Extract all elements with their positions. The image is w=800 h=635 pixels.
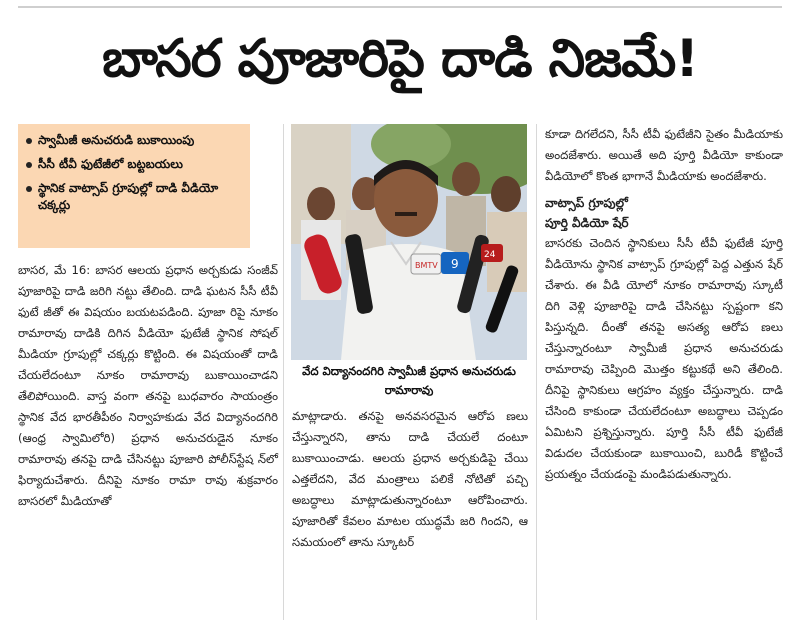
body-paragraph: కూడా దిగలేదని, సీసీ టీవీ ఫుటేజీని సైతం మీడియాకు అందజేశారు. అయితే అది పూర్తి వీడియో కాకుండా వీడియోలో కొంత భాగానే మీడియాకు అందజేశారు. (545, 127, 783, 183)
body-paragraph: బాసరకు చెందిన స్థానికులు సీసీ టీవీ ఫుటేజీ పూర్తి వీడియోను స్థానిక వాట్సాప్ గ్రూపుల్లో పెద్ద ఎత్తున షేర్ చేశారు. ఈ వీడి యోలో నూకం రామారావు స్కూటీ దిగి వెళ్లి పూజారిపై దాడి చేసినట్టు స్పష్టంగా కని పిస్తున్నది. దీంతో తనపై అసత్య ఆరోప ణలు చేస్తున్నారంటూ స్వామీజీ ప్రధాన అనుచరుడు రామారావు చెప్పింది మొత్తం కట్టుకథే అని తేలింది. దీనిపై స్థానికులు ఆగ్రహం వ్యక్తం చేస్తున్నారు. దాడి చేసింది కాకుండా చేయలేదంటూ అబద్ధాలు చెప్పడం ఏమిటని ప్రశ్నిస్తున్నారు. పూర్తి సీసీ టీవీ ఫుటేజీ విడుదల చేయకుండా బుకాయించి, బురిడీ కొట్టించే ప్రయత్నం చేయడంపై మండిపడుతున్నారు. (545, 236, 783, 481)
column-divider (536, 124, 537, 620)
bullet-icon (26, 186, 32, 192)
news-photo (291, 124, 527, 360)
column-divider (283, 124, 284, 620)
subheading (545, 193, 783, 233)
headline: బాసర పూజారిపై దాడి నిజమే! (102, 29, 698, 89)
subheading-line: పూర్తి వీడియో షేర్ (545, 216, 629, 230)
highlights-box (18, 124, 250, 248)
mic-label: 9 (451, 257, 459, 271)
subheading-line: వాట్సాప్ గ్రూపుల్లో (545, 196, 628, 210)
press-conference-photo (291, 124, 527, 360)
body-paragraph: మాట్లాడారు. తనపై అనవసరమైన ఆరోప ణలు చేస్తున్నారని, తాను దాడి చేయలే దంటూ బుకాయించాడు. ఆలయ ప్రధాన అర్చకుడిపై చేయి ఎత్తలేదని, వేద మంత్రాలు పలికే నోటితో పచ్చి అబద్ధాలు మాట్లాడుతున్నారంటూ ఆరోపించారు. పూజారితో కేవలం మాటల యుద్ధమే జరి గిందని, ఆ సమయంలో తాను స్కూటర్ (292, 409, 528, 549)
mic-label: 24 (484, 250, 496, 260)
bullet-icon (26, 162, 32, 168)
photo-caption: వేద విద్యానందగిరి స్వామీజీ ప్రధాన అనుచరుడు రామారావు (302, 364, 516, 397)
highlight-item (24, 132, 244, 149)
highlight-text: సీసీ టీవీ ఫుటేజీలో బట్టబయలు (38, 157, 183, 171)
bullet-icon (26, 138, 32, 144)
article-column-right (545, 124, 783, 485)
highlight-item (24, 180, 244, 214)
highlight-item (24, 156, 244, 173)
top-rule (18, 6, 782, 8)
article-column-left (18, 260, 278, 512)
mic-label: BMTV (415, 261, 438, 270)
article-column-middle (292, 406, 528, 553)
highlight-text: స్వామీజీ అనుచరుడి బుకాయింపు (38, 133, 195, 147)
highlight-text: స్థానిక వాట్సాప్ గ్రూపుల్లో దాడి వీడియో చక్కర్లు (38, 181, 219, 212)
body-paragraph: బాసర, మే 16: బాసర ఆలయ ప్రధాన అర్చకుడు సంజీవ్ పూజారిపై దాడి జరిగి నట్టు తేలింది. దాడి ఘటన సీసీ టీవీ ఫుటే జీతో ఈ విషయం బయటపడింది. పూజా రిపై నూకం రామారావు దాడికి దిగిన వీడియో ఫుటేజీ స్థానిక సోషల్ మీడియా గ్రూపుల్లో చక్కర్లు కొట్టింది. ఈ విషయంతో దాడి చేయలేదంటూ నూకం రామారావు బుకాయించాడని తేలిపోయింది. వాస్త వంగా తనపై బుధవారం సాయంత్రం స్థానిక వేద భారతీపీఠం నిర్వాహకుడు వేద విద్యానందగిరి (ఆంధ్ర స్వామిలోరి) ప్రధాన అనుచరుడైన నూకం రామారావు తనపై దాడి చేసినట్టు పూజారి పోలీస్‌స్టేష న్‌లో ఫిర్యాదుచేశారు. దీనిపై నూకం రామా రావు శుక్రవారం బాసరలో మీడియాతో (18, 263, 278, 508)
